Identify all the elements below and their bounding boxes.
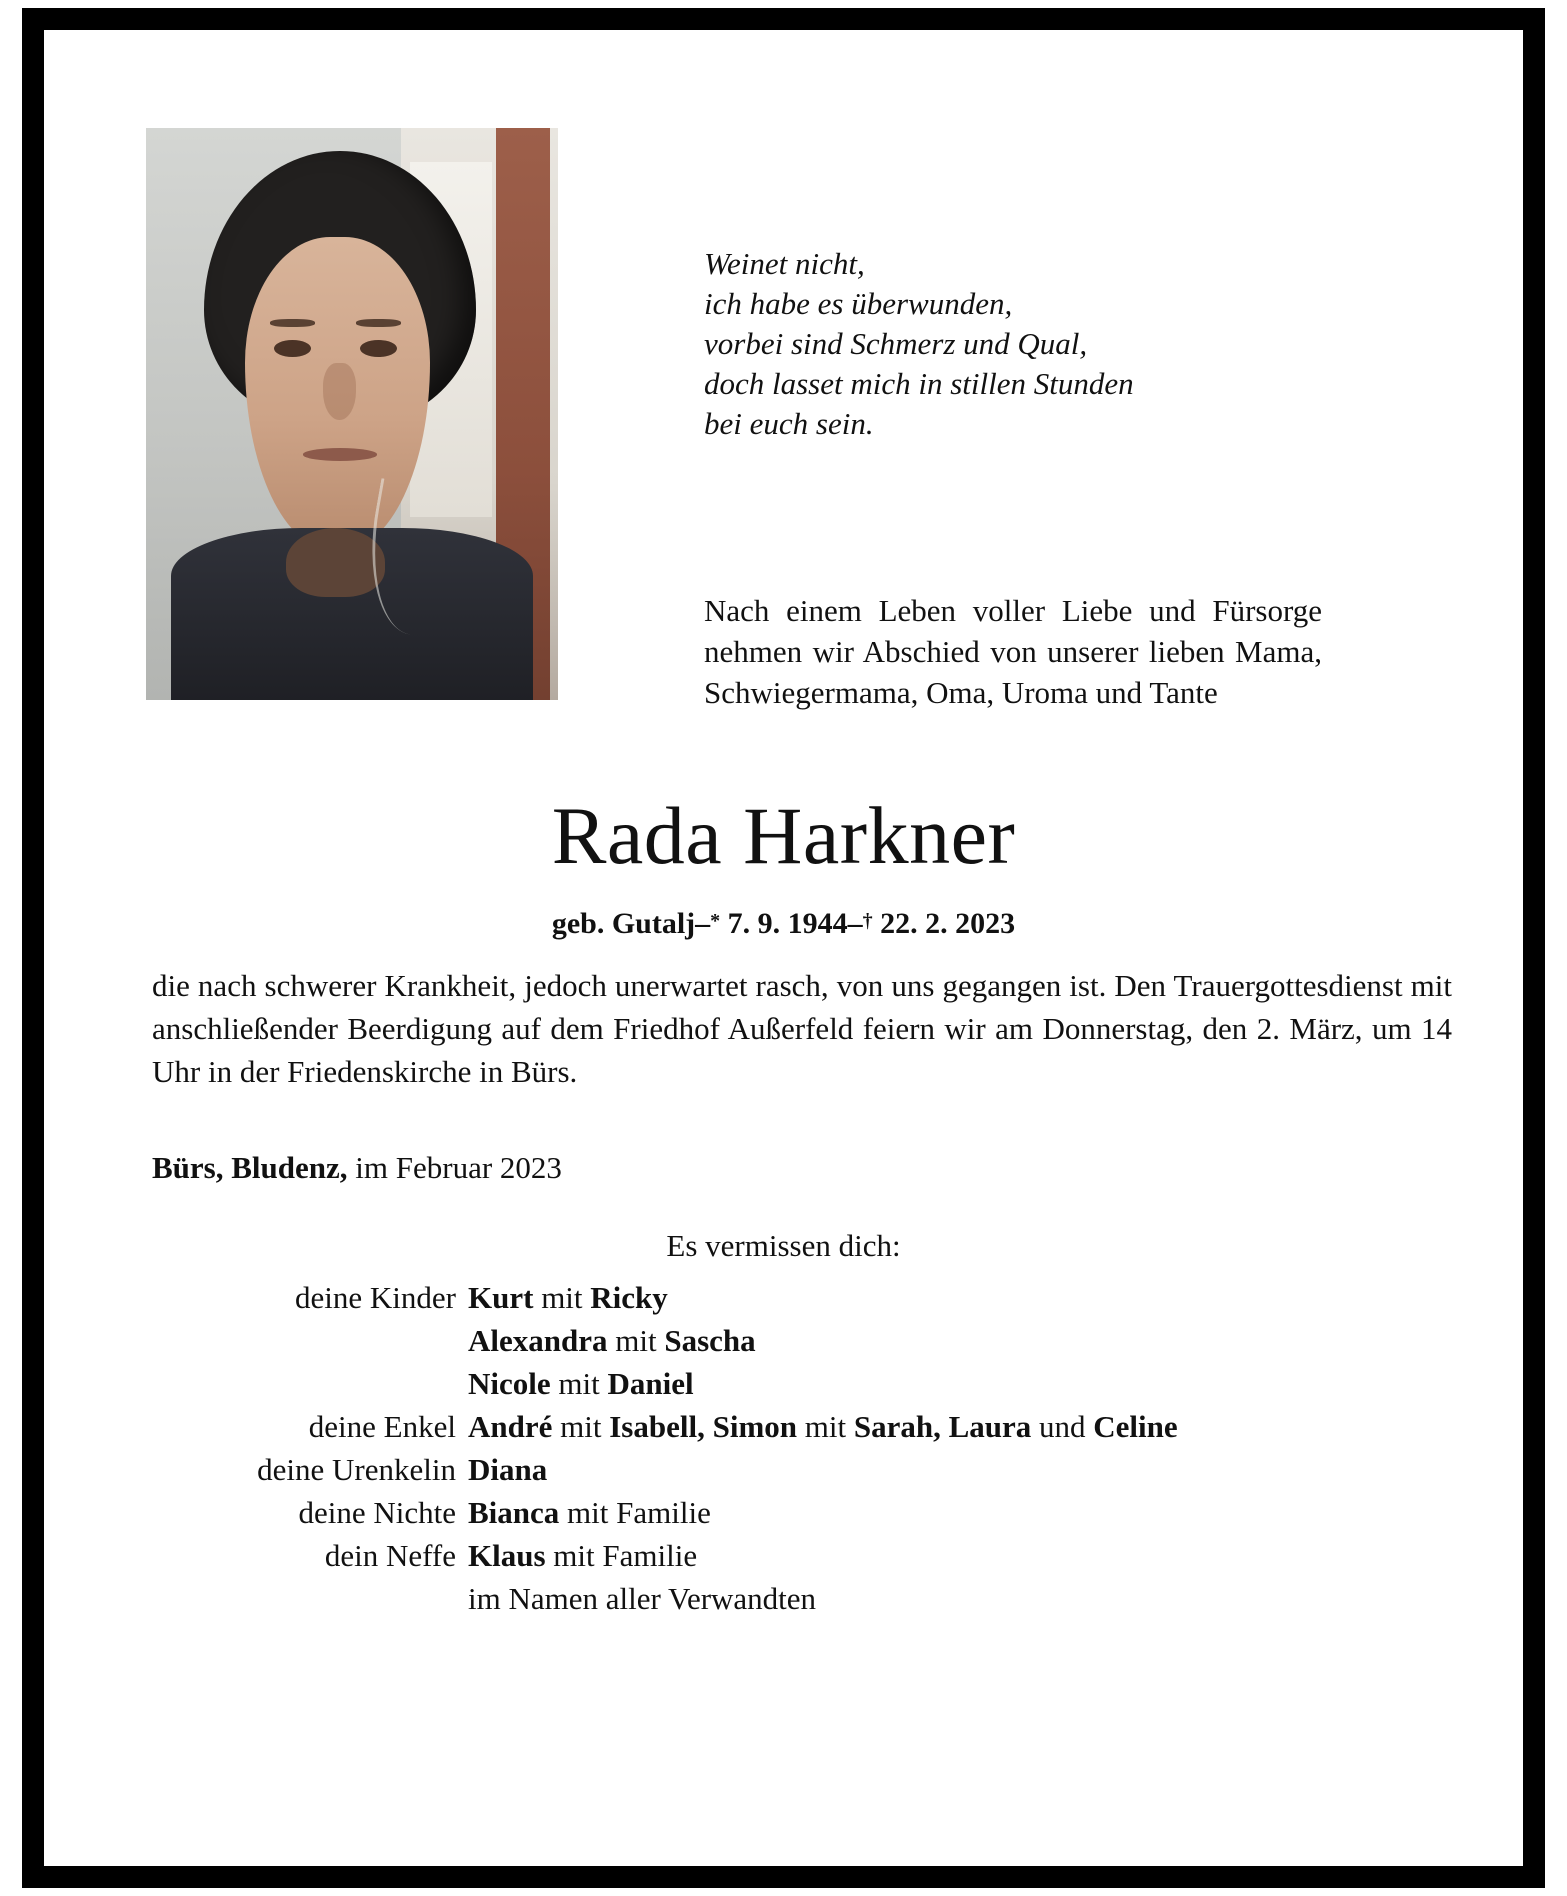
maiden-name-prefix: geb. xyxy=(551,907,605,940)
photo-eye-left xyxy=(274,340,311,357)
verse-line-4: doch lasset mich in stillen Stunden xyxy=(704,366,1134,401)
publication-date: im Februar 2023 xyxy=(355,1150,562,1185)
mourner-relation: deine Enkel xyxy=(308,1409,456,1444)
list-item xyxy=(194,1319,1454,1362)
list-item xyxy=(194,1534,1454,1577)
mourner-names: Alexandra mit Sascha xyxy=(468,1323,756,1358)
photo-nose xyxy=(323,363,356,420)
mourners-title: Es vermissen dich: xyxy=(666,1228,901,1263)
mourner-relation: dein Neffe xyxy=(324,1538,456,1573)
dates-dash-1: – xyxy=(695,907,711,940)
list-item xyxy=(194,1405,1454,1448)
maiden-name: Gutalj xyxy=(611,907,696,940)
list-item xyxy=(194,1448,1454,1491)
photo-mouth xyxy=(303,448,377,461)
intro-paragraph: Nach einem Leben voller Liebe und Fürsorge nehmen wir Abschied von unserer lieben Mama, Schwiegermama, Oma, Uroma und Tante xyxy=(704,593,1322,710)
obituary-content xyxy=(44,30,1523,1866)
place-and-date-line xyxy=(152,1148,1452,1188)
header-section xyxy=(44,30,1523,740)
mourner-names: Nicole mit Daniel xyxy=(468,1366,694,1401)
mourner-names: Diana xyxy=(468,1452,548,1487)
memorial-verse xyxy=(704,244,1344,444)
death-symbol: † xyxy=(862,910,873,932)
mourning-border xyxy=(22,8,1545,1888)
service-details: die nach schwerer Krankheit, jedoch unerwartet rasch, von uns gegangen ist. Den Trauergottesdienst mit anschließender Beerdigung auf dem Friedhof Außerfeld feiern wir am Donnerstag, den 2. März, um 14 Uhr in der Friedenskirche in Bürs. xyxy=(152,968,1452,1089)
mourners-list xyxy=(194,1276,1454,1620)
list-item xyxy=(194,1276,1454,1319)
photo-eye-right xyxy=(360,340,397,357)
mourner-names: Bianca mit Familie xyxy=(468,1495,711,1530)
verse-line-5: bei euch sein. xyxy=(704,406,874,441)
photo-collar xyxy=(286,528,385,597)
list-item xyxy=(194,1491,1454,1534)
birth-date: 7. 9. 1944 xyxy=(727,907,848,940)
place-names: Bürs, Bludenz, xyxy=(152,1150,348,1185)
mourner-relation: deine Kinder xyxy=(295,1280,456,1315)
mourner-names: Klaus mit Familie xyxy=(468,1538,698,1573)
mourners-closing: im Namen aller Verwandten xyxy=(468,1581,817,1616)
deceased-name: Rada Harkner xyxy=(551,790,1016,881)
portrait-photo xyxy=(146,128,558,700)
mourner-relation: deine Urenkelin xyxy=(257,1452,456,1487)
mourner-names: André mit Isabell, Simon mit Sarah, Laura und Celine xyxy=(468,1409,1178,1444)
verse-line-3: vorbei sind Schmerz und Qual, xyxy=(704,326,1088,361)
verse-line-1: Weinet nicht, xyxy=(704,246,865,281)
mourner-relation: deine Nichte xyxy=(298,1495,456,1530)
dates-dash-2: – xyxy=(847,907,863,940)
photo-eyebrow-right xyxy=(356,319,401,327)
photo-eyebrow-left xyxy=(270,319,315,327)
mourner-names: Kurt mit Ricky xyxy=(468,1280,668,1315)
birth-symbol: * xyxy=(710,910,721,932)
death-date: 22. 2. 2023 xyxy=(880,907,1016,940)
deceased-dates xyxy=(44,902,1523,943)
verse-line-2: ich habe es überwunden, xyxy=(704,286,1013,321)
list-item xyxy=(194,1362,1454,1405)
